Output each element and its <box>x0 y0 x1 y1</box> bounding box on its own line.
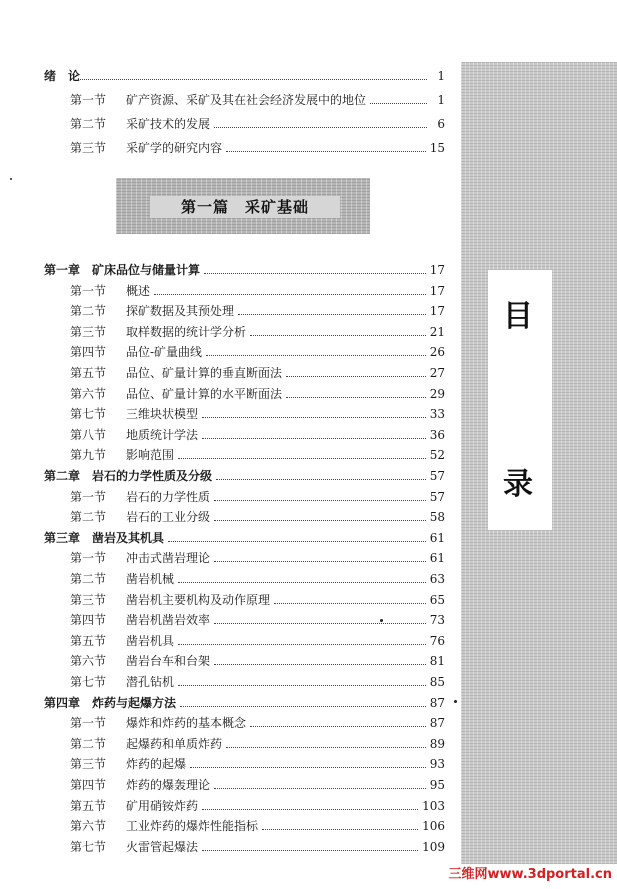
toc-section-row[interactable] <box>70 794 445 814</box>
section-title: 潜孔钻机 <box>126 675 175 689</box>
section-label: 第二节 <box>70 117 107 131</box>
page-number: 33 <box>429 407 445 421</box>
section-label: 第一节 <box>70 551 107 565</box>
dot-leader <box>286 376 426 377</box>
chapter-label: 第二章 <box>44 469 81 483</box>
toc-section-row[interactable] <box>70 299 445 319</box>
section-label: 第一节 <box>70 716 107 730</box>
page-number: 106 <box>422 819 445 833</box>
page-number: 52 <box>429 448 445 462</box>
watermark-text: 三维网www.3dportal.cn <box>390 866 612 884</box>
section-label: 第五节 <box>70 799 107 813</box>
dot-leader <box>178 685 426 686</box>
toc-section-row[interactable] <box>70 505 445 525</box>
section-label: 第二节 <box>70 510 107 524</box>
section-label: 第五节 <box>70 366 107 380</box>
section-title: 采矿技术的发展 <box>126 117 211 131</box>
section-title: 品位、矿量计算的垂直断面法 <box>126 366 283 380</box>
section-label: 第二节 <box>70 304 107 318</box>
page-number: 103 <box>422 799 445 813</box>
toc-section-row[interactable] <box>70 670 445 690</box>
page-number: 17 <box>429 263 445 277</box>
section-title: 采矿学的研究内容 <box>126 141 223 155</box>
part-title: 第一篇 采矿基础 <box>150 196 340 218</box>
section-label: 第一节 <box>70 284 107 298</box>
section-title: 凿岩机凿岩效率 <box>126 613 211 627</box>
section-title: 工业炸药的爆炸性能指标 <box>126 819 259 833</box>
section-title: 凿岩机具 <box>126 634 175 648</box>
section-label: 第七节 <box>70 840 107 854</box>
toc-section-row[interactable] <box>70 361 445 381</box>
page-number: 21 <box>429 325 445 339</box>
section-label: 第六节 <box>70 819 107 833</box>
chapter-label: 第三章 <box>44 531 81 545</box>
toc-section-row[interactable] <box>70 112 445 132</box>
dot-leader <box>178 644 426 645</box>
page-number: 1 <box>437 93 445 107</box>
dot-leader <box>250 335 426 336</box>
section-title: 冲击式凿岩理论 <box>126 551 211 565</box>
toc-chapter-row[interactable] <box>44 464 445 484</box>
section-title: 爆炸和炸药的基本概念 <box>126 716 247 730</box>
dot-leader <box>214 500 426 501</box>
toc-section-row[interactable] <box>70 382 445 402</box>
section-label: 第三节 <box>70 141 107 155</box>
toc-section-row[interactable] <box>70 320 445 340</box>
section-label: 第三节 <box>70 325 107 339</box>
toc-section-row[interactable] <box>70 732 445 752</box>
scan-speck <box>10 178 12 180</box>
chapter-title: 岩石的力学性质及分级 <box>92 469 213 483</box>
toc-section-row[interactable] <box>70 279 445 299</box>
dot-leader <box>226 151 426 152</box>
section-title: 探矿数据及其预处理 <box>126 304 235 318</box>
side-title-char-2: 录 <box>503 467 533 502</box>
toc-chapter-row[interactable] <box>44 691 445 711</box>
section-title: 品位、矿量计算的水平断面法 <box>126 387 283 401</box>
page-number: 81 <box>429 654 445 668</box>
section-title: 地质统计学法 <box>126 428 199 442</box>
section-label: 第一节 <box>70 490 107 504</box>
section-label: 第六节 <box>70 387 107 401</box>
toc-section-row[interactable] <box>70 773 445 793</box>
toc-section-row[interactable] <box>70 423 445 443</box>
page-number: 65 <box>429 593 445 607</box>
toc-section-row[interactable] <box>70 711 445 731</box>
toc-section-row[interactable] <box>70 752 445 772</box>
dot-leader <box>274 603 426 604</box>
toc-section-row[interactable] <box>70 608 445 628</box>
dot-leader <box>190 767 426 768</box>
section-title: 三维块状模型 <box>126 407 199 421</box>
page-number: 73 <box>429 613 445 627</box>
page-number: 109 <box>422 840 445 854</box>
page-number: 63 <box>429 572 445 586</box>
page-number: 27 <box>429 366 445 380</box>
dot-leader <box>214 127 427 128</box>
page-number: 87 <box>429 696 445 710</box>
section-label: 第八节 <box>70 428 107 442</box>
section-title: 火雷管起爆法 <box>126 840 199 854</box>
section-label: 第九节 <box>70 448 107 462</box>
section-title: 炸药的起爆 <box>126 757 187 771</box>
page-number: 15 <box>429 141 445 155</box>
section-label: 第四节 <box>70 345 107 359</box>
dot-leader <box>214 520 426 521</box>
scan-speck <box>454 700 457 703</box>
toc-section-row[interactable] <box>70 588 445 608</box>
section-label: 第四节 <box>70 613 107 627</box>
section-label: 第四节 <box>70 778 107 792</box>
toc-section-row[interactable] <box>70 649 445 669</box>
toc-chapter-row[interactable] <box>44 64 445 84</box>
chapter-label: 第一章 <box>44 263 81 277</box>
toc-section-row[interactable] <box>70 136 445 156</box>
section-title: 影响范围 <box>126 448 175 462</box>
dot-leader <box>262 829 418 830</box>
section-title: 概述 <box>126 284 151 298</box>
toc-section-row[interactable] <box>70 443 445 463</box>
dot-leader <box>214 664 426 665</box>
section-title: 矿用硝铵炸药 <box>126 799 199 813</box>
section-label: 第三节 <box>70 593 107 607</box>
dot-leader <box>202 438 426 439</box>
chapter-label: 绪 论 <box>44 69 81 83</box>
page-number: 58 <box>429 510 445 524</box>
dot-leader <box>154 294 426 295</box>
toc-chapter-row[interactable] <box>44 258 445 278</box>
toc-section-row[interactable] <box>70 340 445 360</box>
section-title: 凿岩机械 <box>126 572 175 586</box>
page-number: 1 <box>437 69 445 83</box>
dot-leader <box>214 561 426 562</box>
section-label: 第二节 <box>70 572 107 586</box>
page-number: 95 <box>429 778 445 792</box>
toc-section-row[interactable] <box>70 629 445 649</box>
toc-section-row[interactable] <box>70 546 445 566</box>
toc-section-row[interactable] <box>70 88 445 108</box>
dot-leader <box>204 273 426 274</box>
dot-leader <box>178 582 426 583</box>
dot-leader <box>202 417 426 418</box>
page-number: 17 <box>429 304 445 318</box>
section-title: 起爆药和单质炸药 <box>126 737 223 751</box>
dot-leader <box>180 706 426 707</box>
chapter-title: 凿岩及其机具 <box>92 531 165 545</box>
page-number: 89 <box>429 737 445 751</box>
dot-leader <box>80 79 427 80</box>
dot-leader <box>250 726 426 727</box>
section-title: 岩石的力学性质 <box>126 490 211 504</box>
chapter-label: 第四章 <box>44 696 81 710</box>
section-label: 第三节 <box>70 757 107 771</box>
section-title: 品位-矿量曲线 <box>126 345 203 359</box>
page-number: 17 <box>429 284 445 298</box>
toc-section-row[interactable] <box>70 835 445 855</box>
page-number: 85 <box>429 675 445 689</box>
section-label: 第六节 <box>70 654 107 668</box>
page-number: 29 <box>429 387 445 401</box>
section-label: 第七节 <box>70 675 107 689</box>
toc-section-row[interactable] <box>70 402 445 422</box>
section-title: 炸药的爆轰理论 <box>126 778 211 792</box>
section-title: 凿岩机主要机构及动作原理 <box>126 593 271 607</box>
dot-leader <box>202 850 418 851</box>
section-label: 第二节 <box>70 737 107 751</box>
dot-leader <box>370 103 427 104</box>
dot-leader <box>226 747 426 748</box>
dot-leader <box>216 479 426 480</box>
toc-section-row[interactable] <box>70 814 445 834</box>
page-number: 61 <box>429 551 445 565</box>
dot-leader <box>206 355 426 356</box>
page-number: 93 <box>429 757 445 771</box>
dot-leader <box>178 458 426 459</box>
page-number: 76 <box>429 634 445 648</box>
section-title: 取样数据的统计学分析 <box>126 325 247 339</box>
dot-leader <box>238 314 426 315</box>
dot-leader <box>286 397 426 398</box>
section-label: 第七节 <box>70 407 107 421</box>
side-title-char-1: 目 <box>503 299 533 334</box>
section-title: 凿岩台车和台架 <box>126 654 211 668</box>
page-number: 6 <box>437 117 445 131</box>
dot-leader <box>168 541 426 542</box>
chapter-title: 矿床品位与储量计算 <box>92 263 201 277</box>
chapter-title: 炸药与起爆方法 <box>92 696 177 710</box>
toc-chapter-row[interactable] <box>44 526 445 546</box>
page-number: 26 <box>429 345 445 359</box>
section-title: 岩石的工业分级 <box>126 510 211 524</box>
page-number: 61 <box>429 531 445 545</box>
scan-speck <box>380 619 383 622</box>
dot-leader <box>214 788 426 789</box>
section-label: 第一节 <box>70 93 107 107</box>
toc-section-row[interactable] <box>70 485 445 505</box>
section-title: 矿产资源、采矿及其在社会经济发展中的地位 <box>126 93 367 107</box>
dot-leader <box>202 809 418 810</box>
dot-leader <box>214 623 426 624</box>
page-number: 57 <box>429 490 445 504</box>
page-number: 36 <box>429 428 445 442</box>
page-number: 57 <box>429 469 445 483</box>
page-number: 87 <box>429 716 445 730</box>
section-label: 第五节 <box>70 634 107 648</box>
toc-section-row[interactable] <box>70 567 445 587</box>
